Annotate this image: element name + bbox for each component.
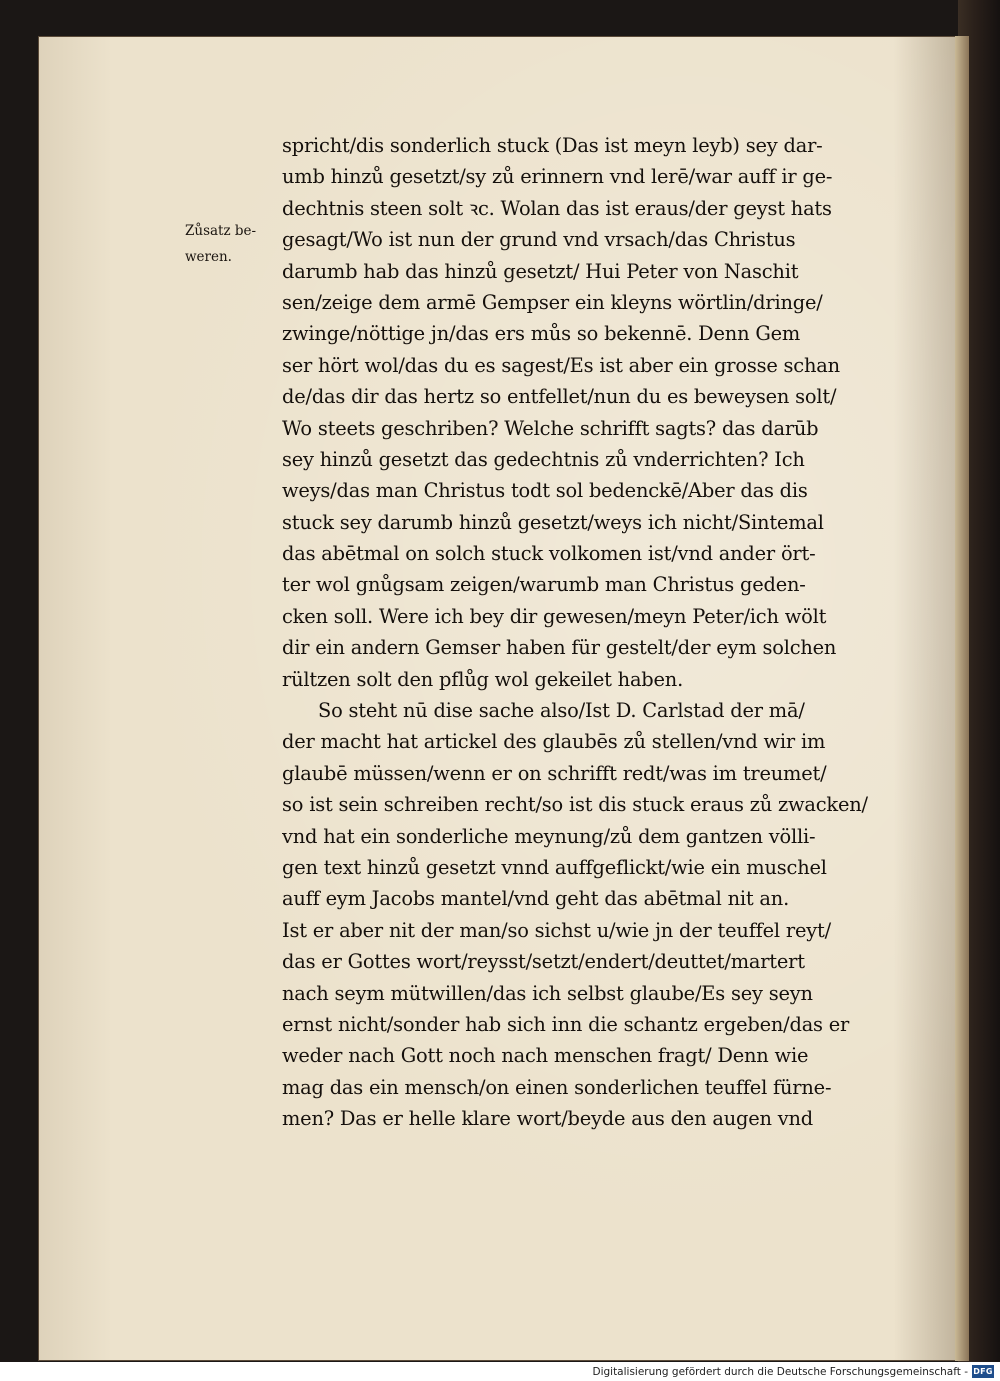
text-line: ter wol gnůgsam zeigen/warumb man Christus geden- (282, 573, 806, 597)
text-line: Wo steets geschriben? Welche schrifft sagts? das darūb (282, 416, 819, 440)
text-line: das er Gottes wort/reysst/setzt/endert/deuttet/martert (282, 950, 805, 974)
text-line: ernst nicht/sonder hab sich inn die schantz ergeben/das er (282, 1012, 850, 1036)
footer-bar (0, 1362, 1000, 1381)
text-line: spricht/dis sonderlich stuck (Das ist meyn leyb) sey dar- (282, 134, 823, 157)
text-line: nach seym mütwillen/das ich selbst glaube/Es sey seyn (282, 981, 813, 1005)
text-line: cken soll. Were ich bey dir gewesen/meyn Peter/ich wölt (282, 604, 827, 628)
text-line: glaubē müssen/wenn er on schrifft redt/was im treumet/ (282, 761, 827, 785)
dfg-logo-icon: DFG (973, 1367, 993, 1376)
text-line: das abētmal on solch stuck volkomen ist/vnd ander ört- (282, 542, 816, 566)
text-line: vnd hat ein sonderliche meynung/zů dem gantzen völli- (282, 824, 816, 848)
text-line: stuck sey darumb hinzů gesetzt/weys ich nicht/Sintemal (282, 510, 824, 534)
text-line: mag das ein mensch/on einen sonderlichen teuffel fürne- (282, 1075, 832, 1099)
text-line: darumb hab das hinzů gesetzt/ Hui Peter von Naschit (282, 259, 799, 283)
paragraph-start-line: So steht nū dise sache also/Ist D. Carlstad der mā/ (318, 699, 805, 723)
text-line: gen text hinzů gesetzt vnnd auffgeflickt/wie ein muschel (282, 855, 827, 879)
text-line: dir ein andern Gemser haben für gestelt/der eym solchen (282, 636, 837, 660)
text-line: de/das dir das hertz so entfellet/nun du es beweysen solt/ (282, 385, 837, 409)
marginal-note-line: weren. (185, 249, 232, 265)
text-line: weder nach Gott noch nach menschen fragt/ Denn wie (282, 1044, 809, 1068)
page-edge (955, 36, 969, 1361)
text-line: rültzen solt den pflůg wol gekeilet haben. (282, 667, 684, 691)
text-line: sey hinzů gesetzt das gedechtnis zů vnderrichten? Ich (282, 447, 805, 471)
marginal-note (185, 218, 280, 270)
text-line: Ist er aber nit der man/so sichst u/wie jn der teuffel reyt/ (282, 918, 831, 942)
text-line: dechtnis steen solt ꝛc. Wolan das ist eraus/der geyst hats (282, 196, 832, 220)
funding-credit: Digitalisierung gefördert durch die Deutsche Forschungsgemeinschaft - (592, 1365, 968, 1378)
text-line: men? Das er helle klare wort/beyde aus den augen vnd (282, 1107, 813, 1131)
marginal-note-line: Zůsatz be- (185, 223, 257, 239)
text-line: der macht hat artickel des glaubēs zů stellen/vnd wir im (282, 730, 826, 754)
text-line: weys/das man Christus todt sol bedenckē/Aber das dis (282, 479, 808, 503)
text-line: ser hört wol/das du es sagest/Es ist aber ein grosse schan (282, 353, 840, 377)
text-line: auff eym Jacobs mantel/vnd geht das abētmal nit an. (282, 887, 790, 911)
text-line: umb hinzů gesetzt/sy zů erinnern vnd lerē/war auff ir ge- (282, 165, 833, 189)
text-line: gesagt/Wo ist nun der grund vnd vrsach/das Christus (282, 228, 796, 252)
text-line: sen/zeige dem armē Gempser ein kleyns wörtlin/dringe/ (282, 290, 823, 314)
text-line: so ist sein schreiben recht/so ist dis stuck eraus zů zwacken/ (282, 793, 868, 817)
page-text (282, 130, 912, 1135)
text-line: zwinge/nöttige jn/das ers můs so bekennē. Denn Gem (282, 322, 801, 346)
